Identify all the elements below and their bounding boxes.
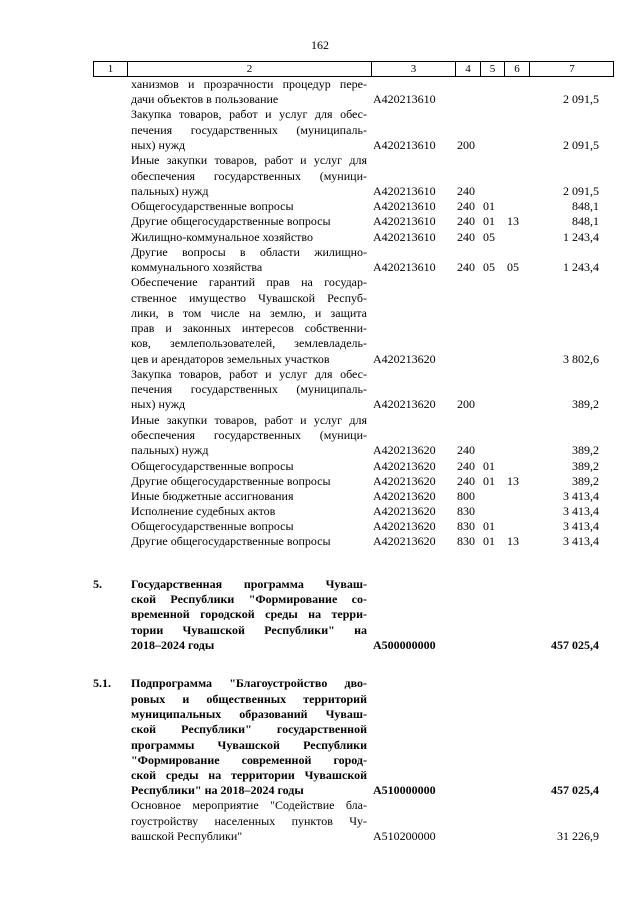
line-text: Закупка товаров, работ и услуг для обес- — [131, 107, 367, 121]
table-line — [93, 768, 614, 783]
table-line — [93, 92, 614, 107]
section-code: 01 — [483, 519, 495, 533]
item-number: 5. — [93, 577, 102, 591]
target-code: А420213610 — [373, 260, 436, 274]
amount: 389,2 — [572, 459, 599, 473]
target-code: А420213620 — [373, 397, 436, 411]
table-line — [93, 260, 614, 275]
page-number: 162 — [311, 38, 329, 52]
header-col-3: 3 — [372, 62, 456, 76]
line-text: Республики" на 2018–2024 годы — [131, 783, 304, 797]
line-text: Иные бюджетные ассигнования — [131, 489, 294, 503]
amount: 31 226,9 — [557, 829, 599, 843]
line-text: 2018–2024 годы — [131, 638, 215, 652]
amount: 3 413,4 — [563, 504, 599, 518]
line-text: ской среды на территории Чувашской — [131, 768, 367, 782]
line-text: вашской Республики" — [131, 829, 243, 843]
line-text: Общегосударственные вопросы — [131, 519, 294, 533]
subsection-code: 13 — [507, 214, 519, 228]
line-text: коммунального хозяйства — [131, 260, 263, 274]
amount: 1 243,4 — [563, 230, 599, 244]
table-line — [93, 692, 614, 707]
header-col-1: 1 — [94, 62, 128, 76]
expense-type: 240 — [457, 474, 475, 488]
line-text: Государственная программа Чуваш- — [131, 577, 367, 591]
expense-type: 800 — [457, 489, 475, 503]
line-text: Другие общегосударственные вопросы — [131, 474, 331, 488]
line-text: обеспечения государственных (муници- — [131, 428, 367, 442]
expense-type: 240 — [457, 214, 475, 228]
target-code: А420213610 — [373, 230, 436, 244]
line-text: тории Чувашской Республики" на — [131, 623, 367, 637]
subsection-code: 13 — [507, 534, 519, 548]
section-code: 01 — [483, 474, 495, 488]
table-line — [93, 138, 614, 153]
line-text: ской Республики "Формирование со- — [131, 592, 367, 606]
table-line — [93, 783, 614, 798]
table-line — [93, 623, 614, 638]
table-line — [93, 638, 614, 653]
table-line — [93, 336, 614, 351]
line-text: пальных) нужд — [131, 184, 209, 198]
table-line — [93, 519, 614, 534]
line-text: Общегосударственные вопросы — [131, 459, 294, 473]
table-line — [93, 275, 614, 290]
budget-table — [93, 61, 614, 843]
section-code: 01 — [483, 534, 495, 548]
line-text: Другие общегосударственные вопросы — [131, 214, 331, 228]
table-line — [93, 245, 614, 260]
section-code: 01 — [483, 199, 495, 213]
target-code: А420213620 — [373, 474, 436, 488]
table-line — [93, 814, 614, 829]
target-code: А510000000 — [373, 783, 436, 797]
expense-type: 240 — [457, 230, 475, 244]
table-line — [93, 534, 614, 549]
table-line — [93, 153, 614, 168]
line-text: ханизмов и прозрачности процедур пере- — [131, 77, 367, 91]
target-code: А420213620 — [373, 443, 436, 457]
expense-type: 240 — [457, 199, 475, 213]
table-line — [93, 214, 614, 229]
line-text: ровых и общественных территорий — [131, 692, 367, 706]
table-line — [93, 291, 614, 306]
table-line — [93, 77, 614, 92]
table-line — [93, 184, 614, 199]
amount: 389,2 — [572, 474, 599, 488]
line-text: печения государственных (муниципаль- — [131, 382, 367, 396]
target-code: А420213620 — [373, 459, 436, 473]
line-text: Основное мероприятие "Содействие бла- — [131, 798, 367, 812]
line-text: Подпрограмма "Благоустройство дво- — [131, 676, 367, 690]
table-line — [93, 382, 614, 397]
expense-type: 240 — [457, 184, 475, 198]
table-line — [93, 489, 614, 504]
expense-type: 240 — [457, 443, 475, 457]
table-line — [93, 443, 614, 458]
table-line — [93, 707, 614, 722]
line-text: Иные закупки товаров, работ и услуг для — [131, 413, 367, 427]
header-col-5: 5 — [481, 62, 505, 76]
target-code: А500000000 — [373, 638, 436, 652]
expense-type: 830 — [457, 519, 475, 533]
line-text: ственное имущество Чувашской Респуб- — [131, 291, 367, 305]
line-text: "Формирование современной город- — [131, 753, 367, 767]
table-line — [93, 474, 614, 489]
table-line — [93, 321, 614, 336]
line-text: временной городской среды на терри- — [131, 607, 367, 621]
amount: 1 243,4 — [563, 260, 599, 274]
amount: 457 025,4 — [551, 783, 599, 797]
target-code: А420213610 — [373, 214, 436, 228]
table-line — [93, 123, 614, 138]
target-code: А420213620 — [373, 519, 436, 533]
expense-type: 240 — [457, 459, 475, 473]
table-line — [93, 169, 614, 184]
table-line — [93, 753, 614, 768]
table-line — [93, 397, 614, 412]
table-line — [93, 428, 614, 443]
table-line — [93, 577, 614, 592]
table-line — [93, 413, 614, 428]
line-text: пальных) нужд — [131, 443, 209, 457]
line-text: дачи объектов в пользование — [131, 92, 279, 106]
target-code: А420213610 — [373, 138, 436, 152]
section-code: 05 — [483, 230, 495, 244]
line-text: обеспечения государственных (муници- — [131, 169, 367, 183]
line-text: программы Чувашской Республики — [131, 738, 367, 752]
expense-type: 200 — [457, 138, 475, 152]
line-text: ков, землепользователей, землевладель- — [131, 336, 367, 350]
header-col-6: 6 — [505, 62, 530, 76]
target-code: А420213620 — [373, 534, 436, 548]
table-line — [93, 504, 614, 519]
line-text: ных) нужд — [131, 138, 186, 152]
line-text: муниципальных образований Чуваш- — [131, 707, 367, 721]
table-line — [93, 352, 614, 367]
line-text: Обеспечение гарантий прав на государ- — [131, 275, 367, 289]
header-col-7: 7 — [569, 63, 575, 75]
target-code: А420213620 — [373, 489, 436, 503]
expense-type: 830 — [457, 504, 475, 518]
target-code: А420213620 — [373, 352, 436, 366]
table-line — [93, 592, 614, 607]
item-number: 5.1. — [93, 676, 111, 690]
amount: 2 091,5 — [563, 184, 599, 198]
table-line — [93, 722, 614, 737]
subsection-code: 05 — [507, 260, 519, 274]
table-line — [93, 107, 614, 122]
expense-type: 240 — [457, 260, 475, 274]
table-line — [93, 230, 614, 245]
line-text: Другие общегосударственные вопросы — [131, 534, 331, 548]
amount: 3 413,4 — [563, 534, 599, 548]
table-line — [93, 459, 614, 474]
table-line — [93, 367, 614, 382]
line-text: гоустройству населенных пунктов Чу- — [131, 814, 367, 828]
line-text: печения государственных (муниципаль- — [131, 123, 367, 137]
table-line — [93, 798, 614, 813]
table-line — [93, 199, 614, 214]
table-line — [93, 676, 614, 691]
amount: 457 025,4 — [551, 638, 599, 652]
expense-type: 200 — [457, 397, 475, 411]
target-code: А420213620 — [373, 504, 436, 518]
section-code: 01 — [483, 459, 495, 473]
target-code: А420213610 — [373, 92, 436, 106]
line-text: прав и законных интересов собственни- — [131, 321, 367, 335]
line-text: Исполнение судебных актов — [131, 504, 276, 518]
amount: 3 802,6 — [563, 352, 599, 366]
target-code: А420213610 — [373, 184, 436, 198]
expense-type: 830 — [457, 534, 475, 548]
table-line — [93, 306, 614, 321]
line-text: ных) нужд — [131, 397, 186, 411]
line-text: ской Республики" государственной — [131, 722, 367, 736]
line-text: Закупка товаров, работ и услуг для обес- — [131, 367, 367, 381]
target-code: А420213610 — [373, 199, 436, 213]
line-text: Иные закупки товаров, работ и услуг для — [131, 153, 367, 167]
amount: 2 091,5 — [563, 92, 599, 106]
header-col-4: 4 — [456, 62, 481, 76]
section-code: 01 — [483, 214, 495, 228]
line-text: цев и арендаторов земельных участков — [131, 352, 330, 366]
subsection-code: 13 — [507, 474, 519, 488]
line-text: Жилищно-коммунальное хозяйство — [131, 230, 314, 244]
line-text: лики, в том числе на землю, и защита — [131, 306, 367, 320]
target-code: А510200000 — [373, 829, 436, 843]
header-col-2: 2 — [128, 62, 372, 76]
line-text: Другие вопросы в области жилищно- — [131, 245, 367, 259]
amount: 389,2 — [572, 397, 599, 411]
amount: 2 091,5 — [563, 138, 599, 152]
amount: 848,1 — [572, 199, 599, 213]
section-code: 05 — [483, 260, 495, 274]
amount: 848,1 — [572, 214, 599, 228]
line-text: Общегосударственные вопросы — [131, 199, 294, 213]
table-line — [93, 738, 614, 753]
amount: 3 413,4 — [563, 489, 599, 503]
table-line — [93, 607, 614, 622]
table-header-row — [93, 61, 614, 77]
table-line — [93, 829, 614, 844]
amount: 3 413,4 — [563, 519, 599, 533]
amount: 389,2 — [572, 443, 599, 457]
